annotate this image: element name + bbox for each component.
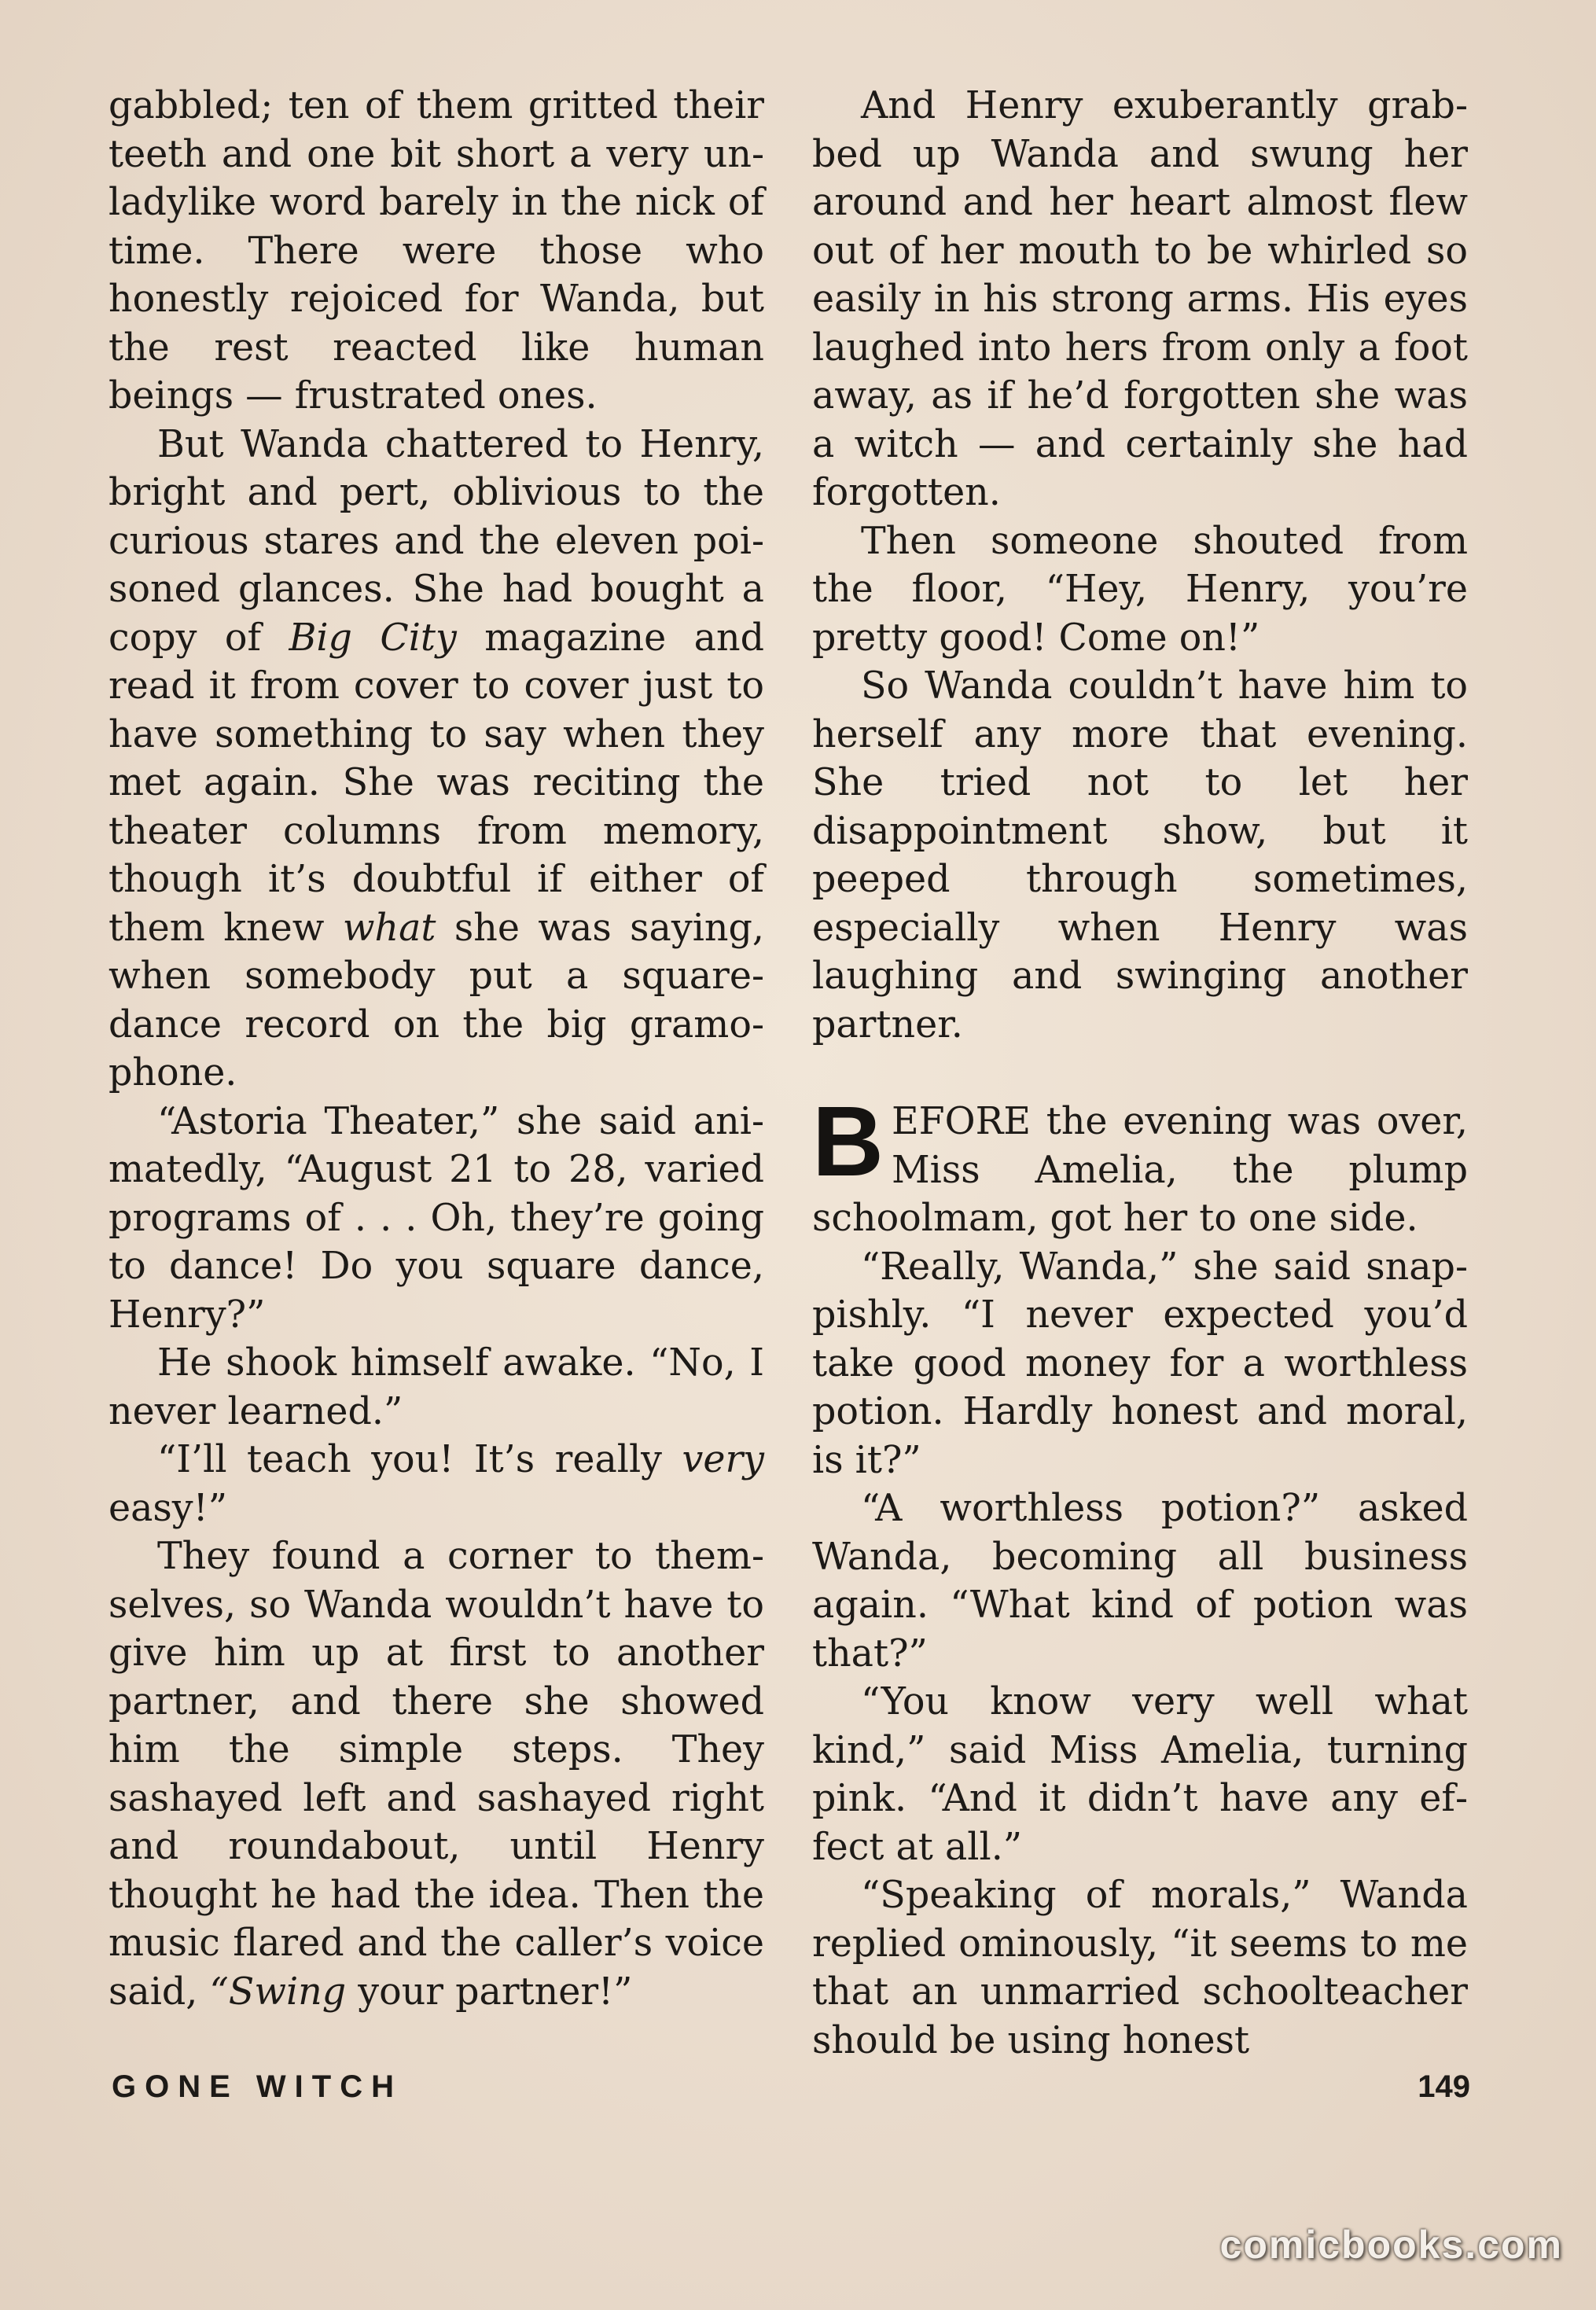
emphasis-italic: “Swing xyxy=(209,1970,347,2014)
paragraph xyxy=(812,1243,1468,1485)
site-watermark: comicbooks.com xyxy=(1219,2223,1563,2267)
paragraph xyxy=(108,1436,764,1532)
emphasis-italic: very xyxy=(682,1438,764,1481)
paragraph-text: “Really, Wanda,” she said snappishly. “I never expected you’d take good money for a worthless potion. Hardly honest and moral, is it?” xyxy=(812,1245,1468,1482)
paragraph xyxy=(108,421,764,1098)
paragraph-text: “Speaking of morals,” Wanda replied ominously, “it seems to me that an unmarried schoolteacher should be using honest xyxy=(812,1874,1468,2062)
paragraph xyxy=(812,82,1468,517)
paragraph xyxy=(108,1339,764,1436)
paragraph xyxy=(812,662,1468,1049)
paragraph xyxy=(812,1678,1468,1871)
magazine-title-italic: Big City xyxy=(289,616,457,660)
paragraph xyxy=(108,1532,764,2016)
paragraph-text: the evening was over, Miss Amelia, the plump schoolmam, got her to one side. xyxy=(812,1100,1468,1240)
paragraph-text: easy!” xyxy=(108,1486,228,1530)
page-number: 149 xyxy=(1418,2069,1470,2104)
section-start-paragraph xyxy=(812,1086,1468,1243)
paragraph xyxy=(108,1098,764,1340)
paragraph-text: “You know very well what kind,” said Miss Amelia, turning pink. “And it didn’t have any effect at all.” xyxy=(812,1680,1468,1869)
paragraph-text: They found a corner to themselves, so Wanda wouldn’t have to give him up at first to another partner, and there she showed him the simple steps. They sashayed left and sashayed right and roundabout, until Henry thought he had the idea. Then the music flared and the caller’s voice said, xyxy=(108,1535,764,2014)
lead-in-word: EFORE xyxy=(892,1100,1032,1143)
paragraph-text: Then someone shouted from the floor, “Hey, Henry, you’re pretty good! Come on!” xyxy=(812,519,1468,660)
drop-cap: B xyxy=(812,1086,884,1197)
paragraph-text: your partner!” xyxy=(346,1970,633,2014)
paragraph-text: So Wanda couldn’t have him to herself any more that evening. She tried not to let her disappointment show, but it peeped through sometimes, especially when Henry was laughing and swinging another partner. xyxy=(812,664,1468,1046)
paragraph-text: But Wanda chattered to Henry, bright and pert, oblivious to the curious stares and the eleven poisoned glances. She had bought a copy of xyxy=(108,422,764,660)
right-text-column xyxy=(812,82,1468,2062)
paragraph xyxy=(812,1484,1468,1678)
paragraph-text: “A worthless potion?” asked Wanda, becoming all business again. “What kind of potion was that?” xyxy=(812,1487,1468,1675)
left-text-column xyxy=(108,82,764,2032)
paragraph-text: “Astoria Theater,” she said animatedly, “August 21 to 28, varied programs of . . . Oh, they’re going to dance! Do you square dance, Henry?” xyxy=(108,1099,764,1337)
emphasis-italic: what xyxy=(342,906,436,950)
paragraph xyxy=(108,82,764,421)
paragraph-text: she was saying, when somebody put a square-dance record on the big gramophone. xyxy=(108,906,764,1094)
paragraph-text: magazine and read it from cover to cover just to have something to say when they met again. She was reciting the theater columns from memory, though it’s doubtful if either of them knew xyxy=(108,616,764,950)
paragraph-text: “I’ll teach you! It’s really xyxy=(157,1438,682,1481)
paragraph-text: gabbled; ten of them gritted their teeth and one bit short a very unladylike word barely in the nick of time. There were those who honestly rejoiced for Wanda, but the rest reacted like human beings — frustrated ones. xyxy=(108,84,764,417)
paragraph xyxy=(812,517,1468,663)
paragraph xyxy=(812,1871,1468,2065)
paragraph-text: He shook himself awake. “No, I never learned.” xyxy=(108,1341,764,1433)
running-footer-title: GONE WITCH xyxy=(112,2069,403,2104)
paragraph-text: And Henry exuberantly grabbed up Wanda and swung her around and her heart almost flew out of her mouth to be whirled so easily in his strong arms. His eyes laughed into hers from only a foot away, as if he’d forgotten she was a witch — and certainly she had forgotten. xyxy=(812,84,1468,514)
